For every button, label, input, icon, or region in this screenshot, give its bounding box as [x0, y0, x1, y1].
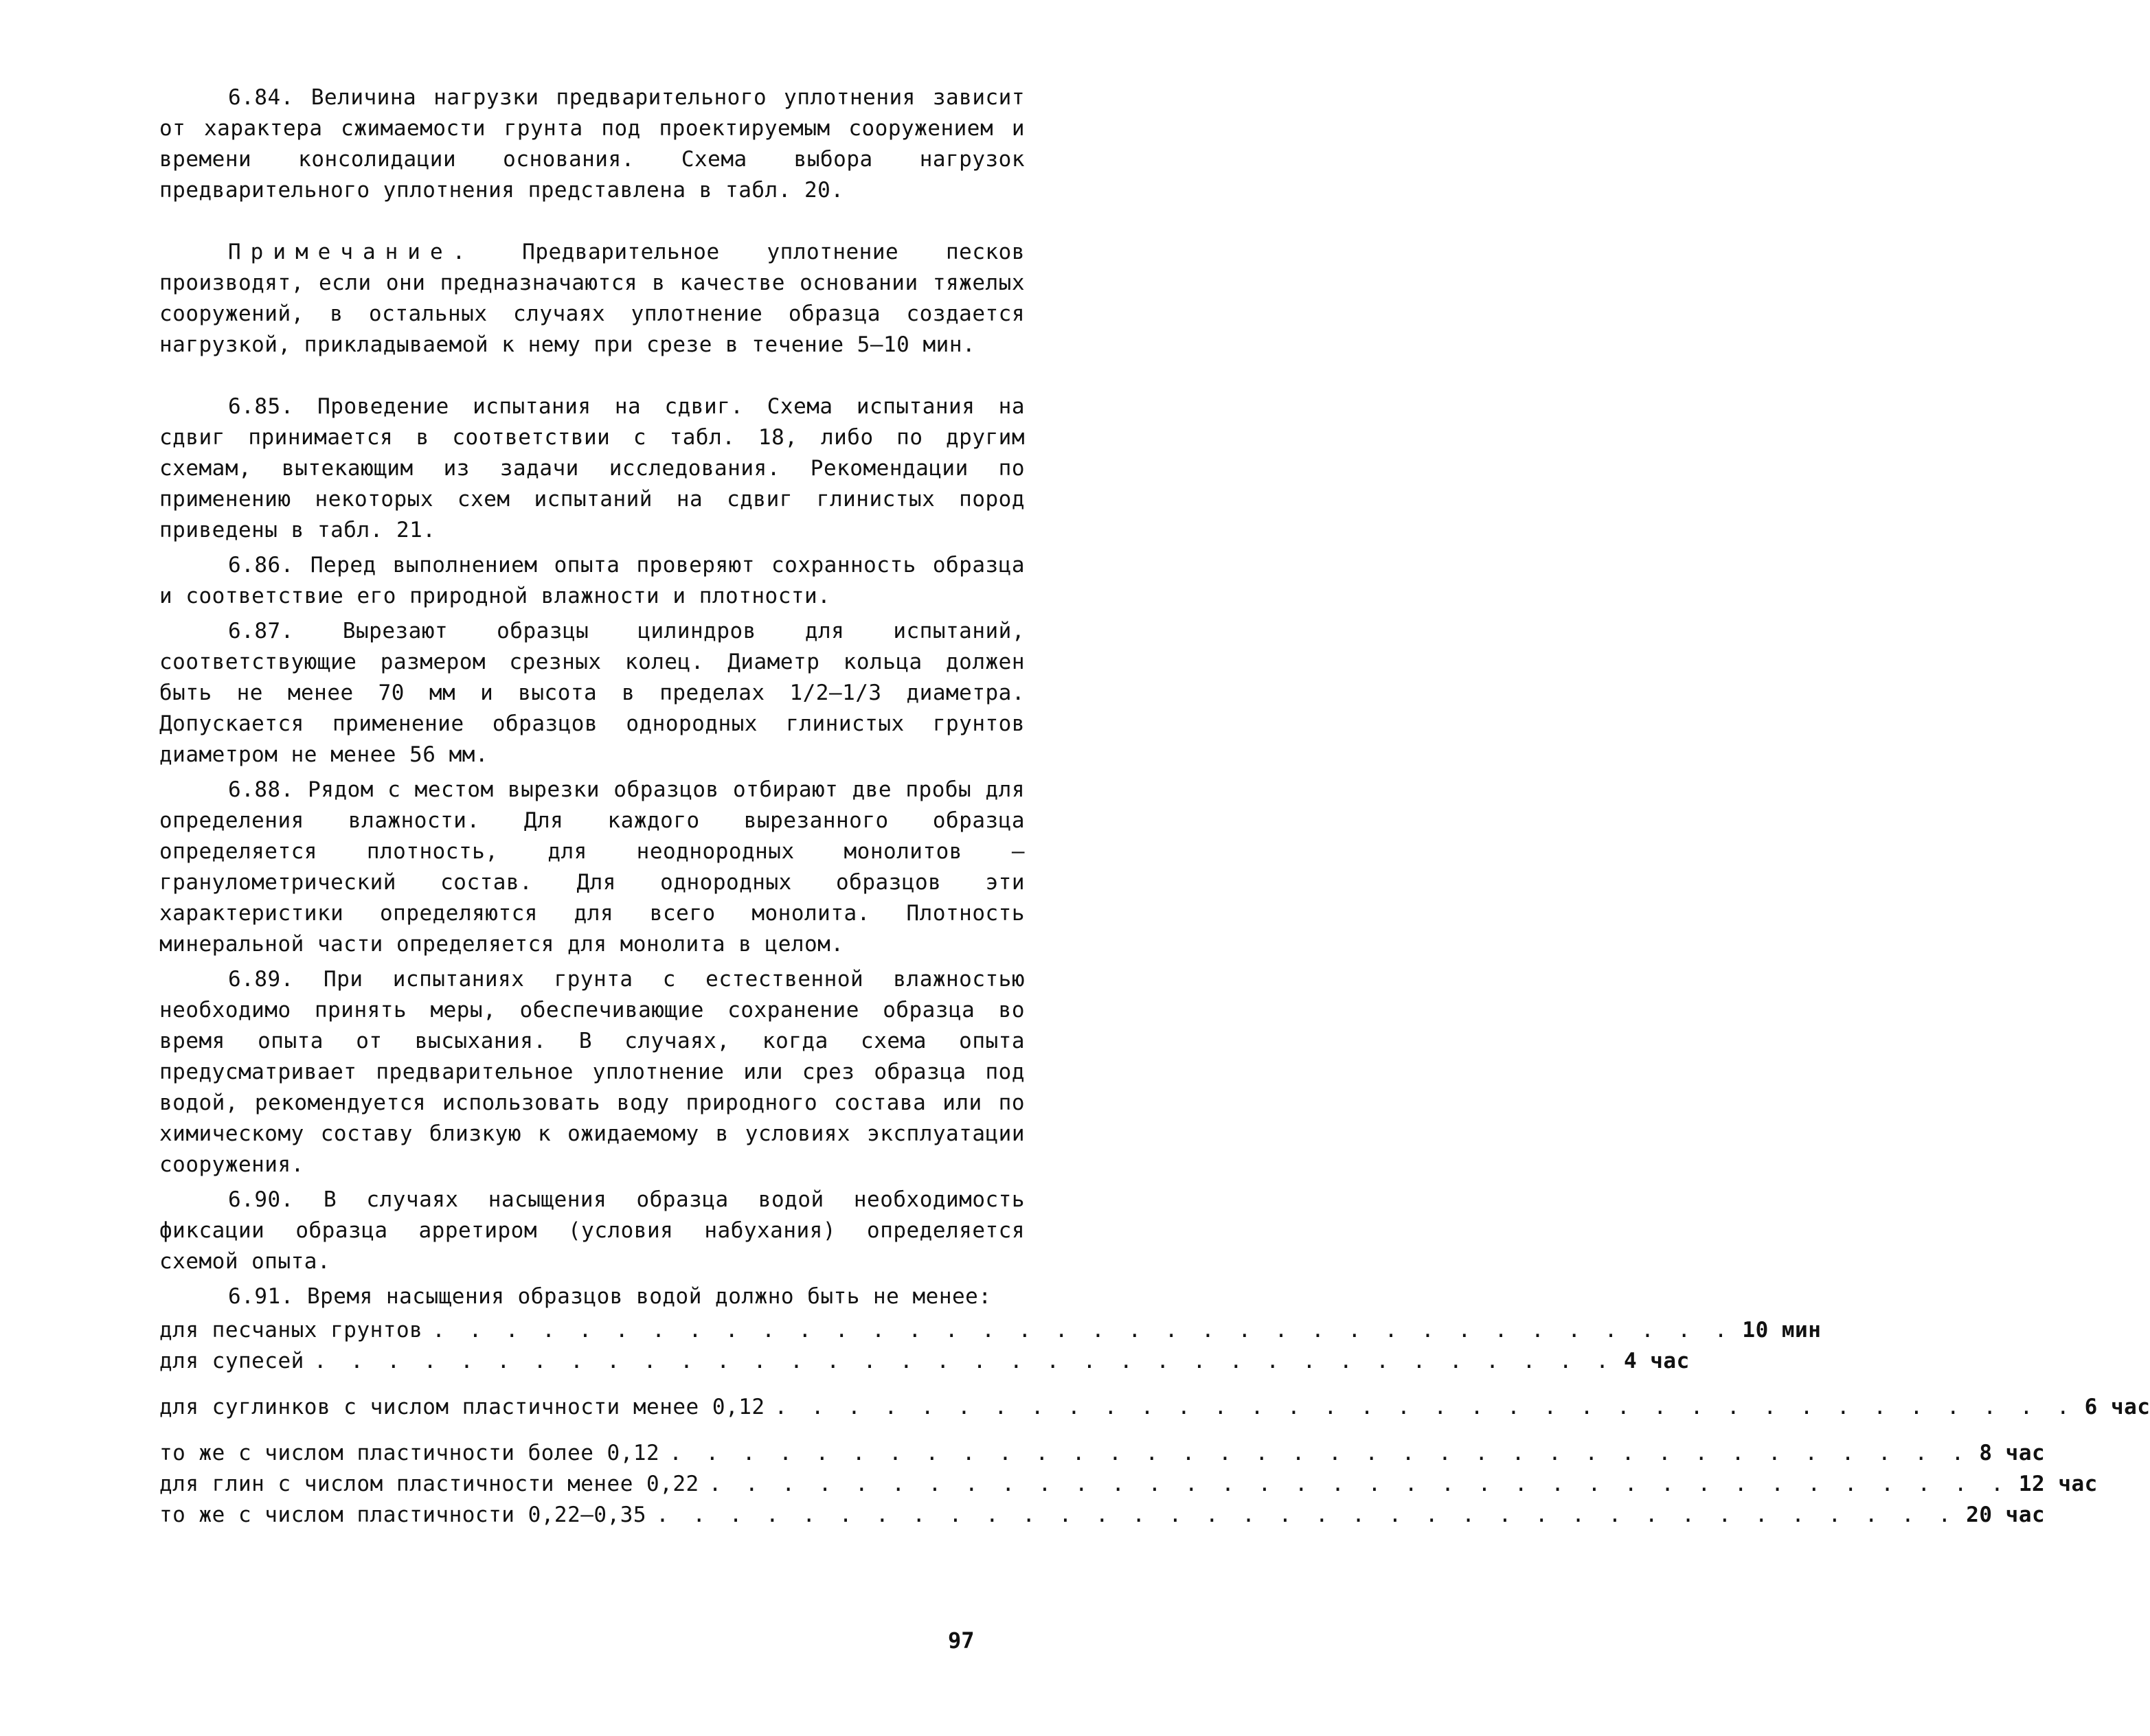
saturation-time-list: [159, 1315, 2150, 1531]
list-item-label: для супесей: [159, 1349, 304, 1373]
list-item-value: 12 час: [2018, 1472, 2098, 1496]
leader-dots: . . . . . . . . . . . . . . . . . . . . . . . . . . . . . . . . . . . .: [669, 1441, 1970, 1465]
leader-dots: . . . . . . . . . . . . . . . . . . . . . . . . . . . . . . . . . . . .: [432, 1318, 1733, 1343]
paragraph-6-89: 6.89. При испытаниях грунта с естественной влажностью необходимо принять меры, обеспечивающие сохранение образца во время опыта от высыхания. В случаях, когда схема опыта предусматривает предварительное уплотнение или срез образца под водой, рекомендуется использовать воду природного состава или по химическому составу близкую к ожидаемому в условиях эксплуатации сооружения.: [159, 967, 1025, 1177]
note-text: Предварительное уплотнение песков производят, если они предназначаются в качестве основании тяжелых сооружений, в остальных случаях уплотнение образца создается нагрузкой, прикладываемой к нему при срезе в течение 5–10 мин.: [159, 240, 1025, 357]
paragraph-6-90: 6.90. В случаях насыщения образца водой необходимость фиксации образца арретиром (условия набухания) определяется схемой опыта.: [159, 1187, 1025, 1274]
list-item-value: 8 час: [1979, 1441, 2046, 1465]
list-item-value: 6 час: [2084, 1395, 2150, 1419]
note-label: Примечание.: [228, 240, 475, 264]
paragraph-6-87: 6.87. Вырезают образцы цилиндров для испытаний, соответствующие размером срезных колец. Диаметр кольца должен быть не менее 70 мм и высота в пределах 1/2–1/3 диаметра. Допускается применение образцов однородных глинистых грунтов диаметром не менее 56 мм.: [159, 619, 1025, 767]
paragraph-6-88: 6.88. Рядом с местом вырезки образцов отбирают две пробы для определения влажности. Для каждого вырезанного образца определяется плотность, для неоднородных монолитов – гранулометрический состав. Для однородных образцов эти характеристики определяются для всего монолита. Плотность минеральной части определяется для монолита в целом.: [159, 777, 1025, 957]
list-item-label: то же с числом пластичности более 0,12: [159, 1441, 660, 1465]
list-item: [159, 1315, 1822, 1346]
leader-dots: . . . . . . . . . . . . . . . . . . . . . . . . . . . . . . . . . . . .: [708, 1472, 2009, 1496]
list-item-label: для суглинков с числом пластичности менее 0,12: [159, 1395, 765, 1419]
list-item: [159, 1392, 2150, 1423]
list-item-label: для песчаных грунтов: [159, 1318, 423, 1343]
list-item-value: 4 час: [1623, 1349, 1690, 1373]
list-item: [159, 1500, 2046, 1531]
list-item: [159, 1438, 2046, 1469]
leader-dots: . . . . . . . . . . . . . . . . . . . . . . . . . . . . . . . . . . . .: [313, 1349, 1614, 1373]
page-number: 97: [948, 1628, 975, 1654]
leader-dots: . . . . . . . . . . . . . . . . . . . . . . . . . . . . . . . . . . . .: [656, 1503, 1957, 1527]
body-text: [159, 82, 2150, 1531]
paragraph-6-91: 6.91. Время насыщения образцов водой должно быть не менее:: [228, 1284, 992, 1309]
paragraph-6-86: 6.86. Перед выполнением опыта проверяют сохранность образца и соответствие его природной влажности и плотности.: [159, 553, 1025, 608]
list-item: [159, 1346, 1690, 1377]
note-paragraph: [159, 237, 1025, 361]
leader-dots: . . . . . . . . . . . . . . . . . . . . . . . . . . . . . . . . . . . .: [774, 1395, 2075, 1419]
paragraph-6-85: 6.85. Проведение испытания на сдвиг. Схема испытания на сдвиг принимается в соответствии с табл. 18, либо по другим схемам, вытекающим из задачи исследования. Рекомендации по применению некоторых схем испытаний на сдвиг глинистых пород приведены в табл. 21.: [159, 394, 1025, 542]
list-item-label: для глин с числом пластичности менее 0,22: [159, 1472, 699, 1496]
list-item-label: то же с числом пластичности 0,22–0,35: [159, 1503, 647, 1527]
list-item: [159, 1469, 2098, 1500]
list-item-value: 10 мин: [1742, 1318, 1822, 1343]
paragraph-6-84: 6.84. Величина нагрузки предварительного уплотнения зависит от характера сжимаемости грунта под проектируемым сооружением и времени консолидации основания. Схема выбора нагрузок предварительного уплотнения представлена в табл. 20.: [159, 85, 1025, 203]
list-item-value: 20 час: [1966, 1503, 2046, 1527]
